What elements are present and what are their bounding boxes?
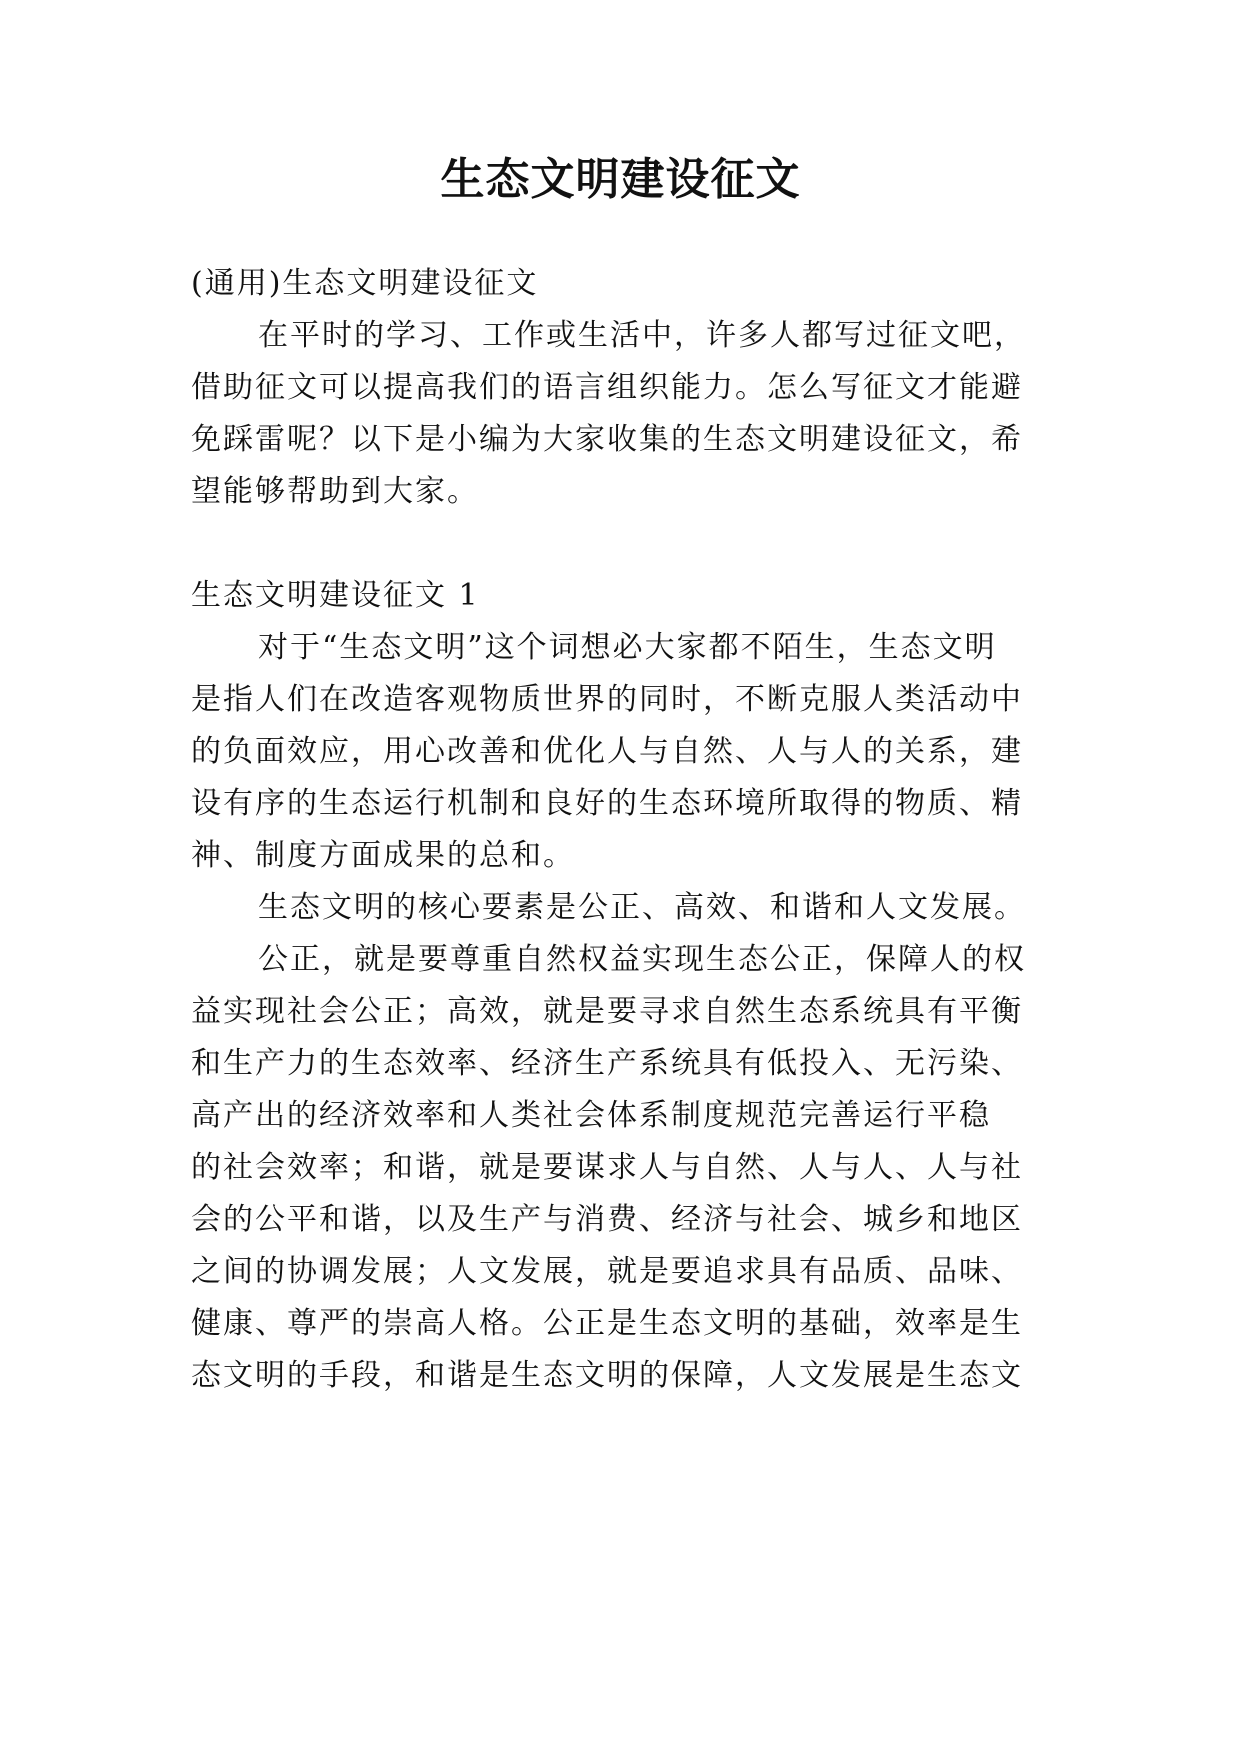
intro-line-1: 在平时的学习、工作或生活中，许多人都写过征文吧， xyxy=(258,318,1026,353)
paragraph-line: 公正，就是要尊重自然权益实现生态公正，保障人的权 xyxy=(258,942,1026,977)
paragraph-line: 高产出的经济效率和人类社会体系制度规范完善运行平稳 xyxy=(191,1098,991,1133)
intro-line-3: 免踩雷呢？以下是小编为大家收集的生态文明建设征文，希 xyxy=(191,422,1023,457)
paragraph-line: 和生产力的生态效率、经济生产系统具有低投入、无污染、 xyxy=(191,1046,1023,1081)
paragraph-line: 设有序的生态运行机制和良好的生态环境所取得的物质、精 xyxy=(191,786,1023,821)
paragraph-line: 生态文明的核心要素是公正、高效、和谐和人文发展。 xyxy=(258,890,1026,925)
paragraph-line: 益实现社会公正；高效，就是要寻求自然生态系统具有平衡 xyxy=(191,994,1023,1029)
paragraph-line: 的负面效应，用心改善和优化人与自然、人与人的关系，建 xyxy=(191,734,1023,769)
paragraph-line: 态文明的手段，和谐是生态文明的保障，人文发展是生态文 xyxy=(191,1358,1023,1393)
paragraph-line: 的社会效率；和谐，就是要谋求人与自然、人与人、人与社 xyxy=(191,1150,1023,1185)
paragraph-line: 健康、尊严的崇高人格。公正是生态文明的基础，效率是生 xyxy=(191,1306,1023,1341)
document-title: 生态文明建设征文 xyxy=(440,154,801,205)
section-heading: 生态文明建设征文 1 xyxy=(191,578,480,613)
paragraph-line: 是指人们在改造客观物质世界的同时，不断克服人类活动中 xyxy=(191,682,1023,717)
paragraph-line: 会的公平和谐，以及生产与消费、经济与社会、城乡和地区 xyxy=(191,1202,1023,1237)
intro-line-2: 借助征文可以提高我们的语言组织能力。怎么写征文才能避 xyxy=(191,370,1023,405)
paragraph-line: 对于“生态文明”这个词想必大家都不陌生，生态文明 xyxy=(258,630,997,665)
paragraph-line: 之间的协调发展；人文发展，就是要追求具有品质、品味、 xyxy=(191,1254,1023,1289)
subtitle-line: (通用)生态文明建设征文 xyxy=(191,266,539,301)
paragraph-line: 神、制度方面成果的总和。 xyxy=(191,838,575,873)
intro-line-4: 望能够帮助到大家。 xyxy=(191,474,479,509)
